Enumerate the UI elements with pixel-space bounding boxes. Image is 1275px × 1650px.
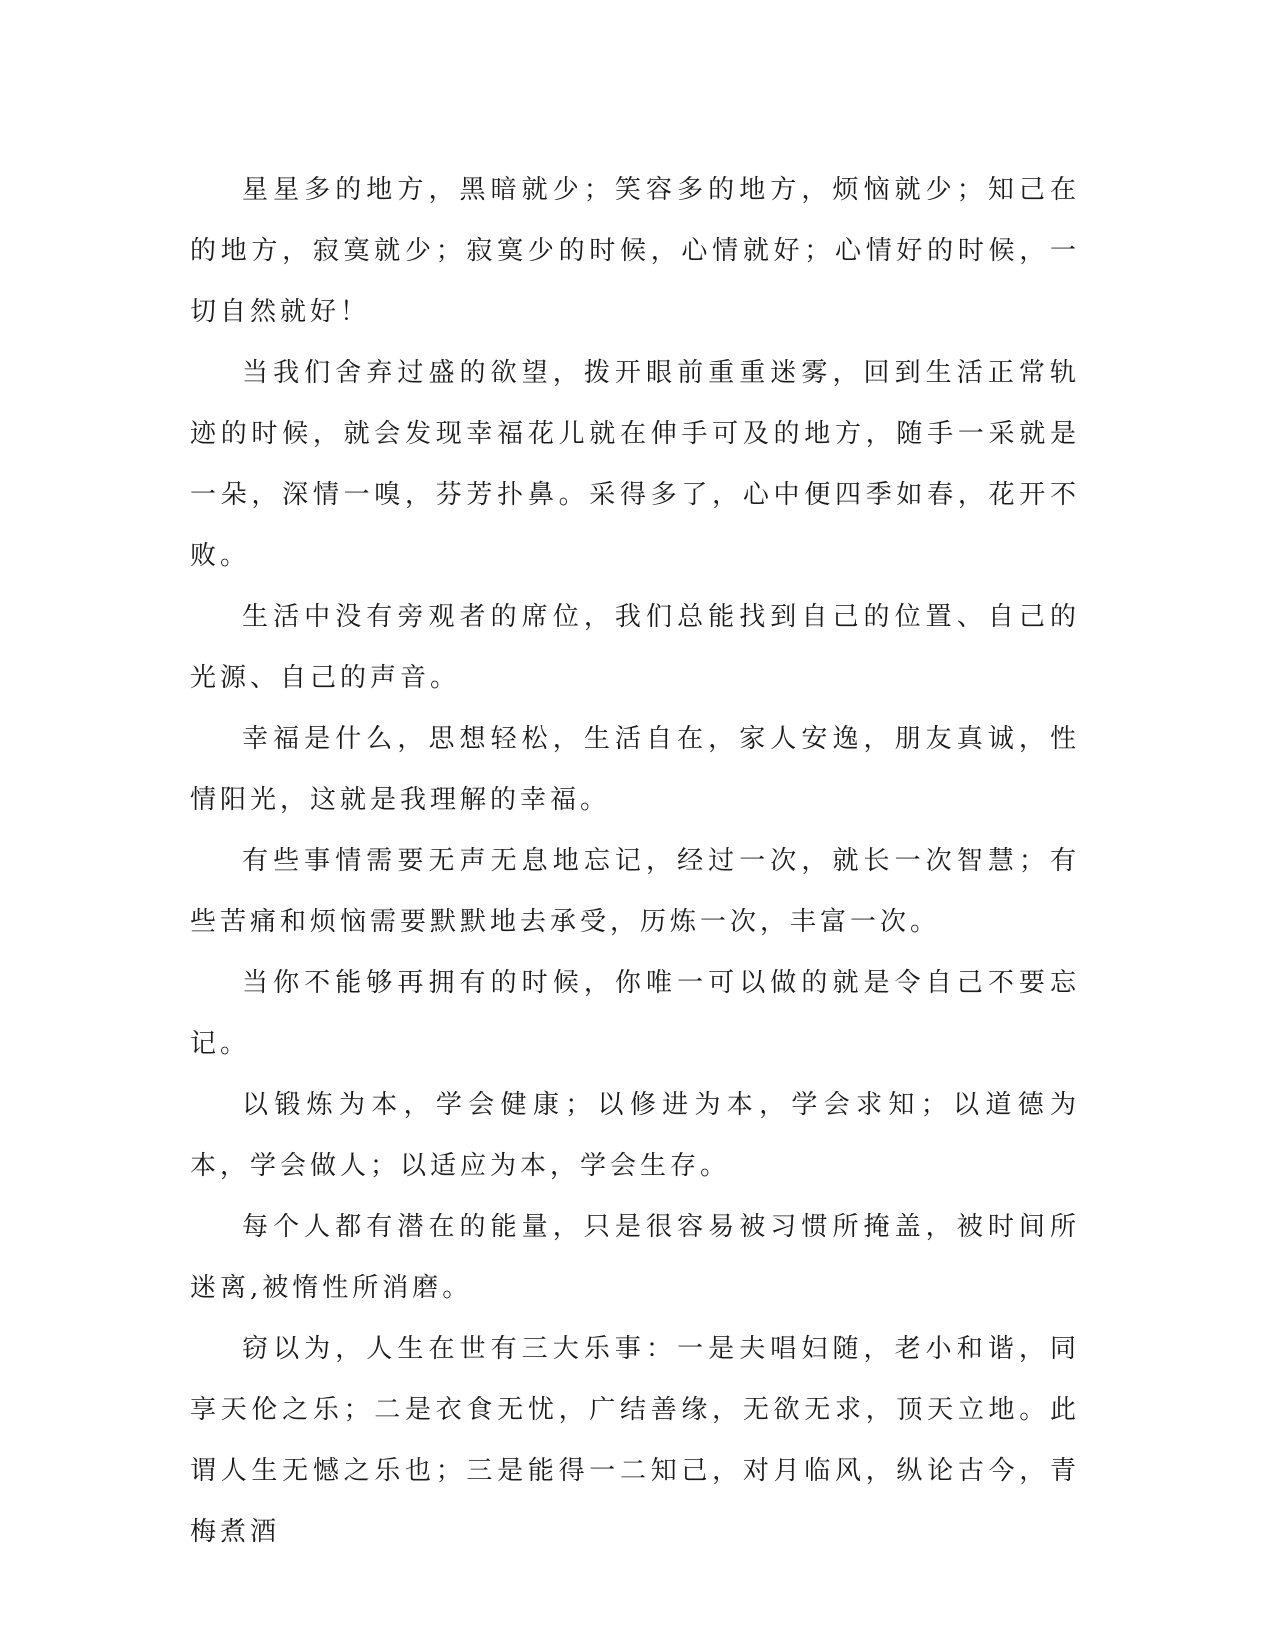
paragraph-4: 幸福是什么，思想轻松，生活自在，家人安逸，朋友真诚，性情阳光，这就是我理解的幸福。 (190, 724, 1080, 815)
document-body (190, 160, 1080, 1563)
paragraph-3: 生活中没有旁观者的席位，我们总能找到自己的位置、自己的光源、自己的声音。 (190, 602, 1080, 693)
paragraph-8: 每个人都有潜在的能量，只是很容易被习惯所掩盖，被时间所迷离,被惰性所消磨。 (190, 1212, 1080, 1303)
paragraph-2: 当我们舍弃过盛的欲望，拨开眼前重重迷雾，回到生活正常轨迹的时候，就会发现幸福花儿就在伸手可及的地方，随手一采就是一朵，深情一嗅，芬芳扑鼻。采得多了，心中便四季如春，花开不败。 (190, 358, 1080, 571)
paragraph-9: 窃以为，人生在世有三大乐事：一是夫唱妇随，老小和谐，同享天伦之乐；二是衣食无忧，广结善缘，无欲无求，顶天立地。此谓人生无憾之乐也；三是能得一二知己，对月临风，纵论古今，青梅煮酒 (190, 1334, 1080, 1547)
paragraph-7: 以锻炼为本，学会健康；以修进为本，学会求知；以道德为本，学会做人；以适应为本，学会生存。 (190, 1090, 1080, 1181)
paragraph-1: 星星多的地方，黑暗就少；笑容多的地方，烦恼就少；知己在的地方，寂寞就少；寂寞少的时候，心情就好；心情好的时候，一切自然就好！ (190, 175, 1080, 327)
paragraph-6: 当你不能够再拥有的时候，你唯一可以做的就是令自己不要忘记。 (190, 968, 1080, 1059)
paragraph-5: 有些事情需要无声无息地忘记，经过一次，就长一次智慧；有些苦痛和烦恼需要默默地去承受，历炼一次，丰富一次。 (190, 846, 1080, 937)
